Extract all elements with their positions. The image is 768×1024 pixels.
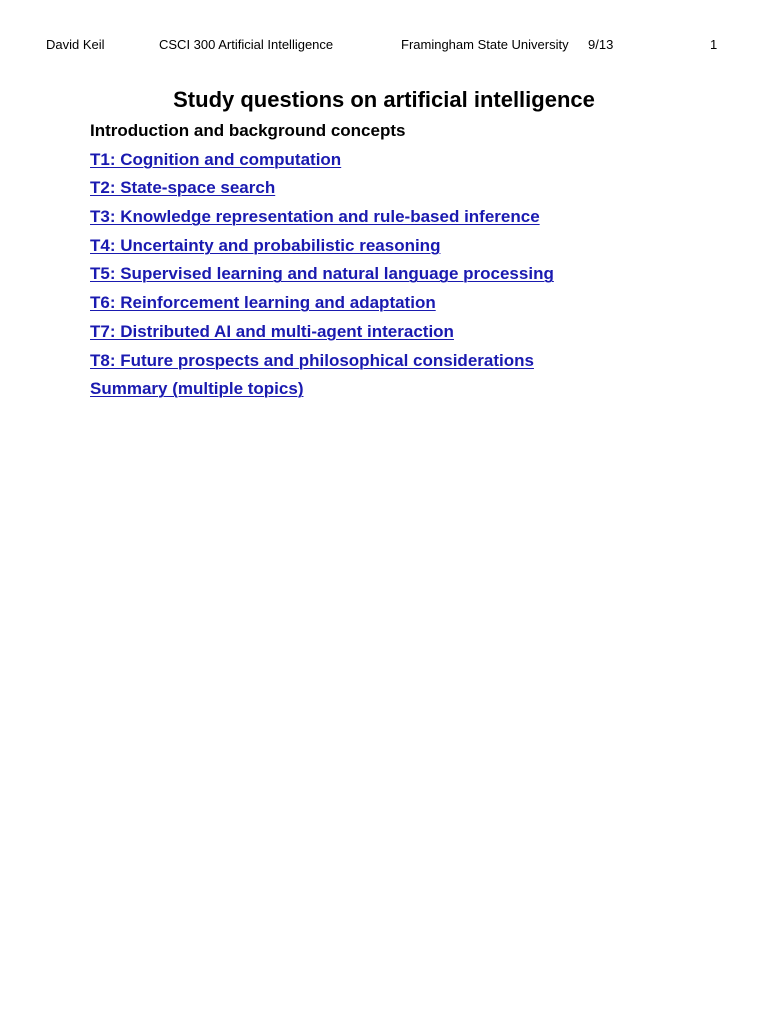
toc-item [90, 206, 554, 235]
toc-item [90, 177, 554, 206]
header-date: 9/13 [588, 37, 614, 52]
toc-link-summary[interactable]: Summary (multiple topics) [90, 379, 304, 399]
toc-link-t8[interactable]: T8: Future prospects and philosophical considerations [90, 350, 534, 370]
toc-item [90, 292, 554, 321]
toc-item [90, 263, 554, 292]
toc-intro-item [90, 120, 554, 149]
toc-link-t4[interactable]: T4: Uncertainty and probabilistic reasoning [90, 235, 441, 255]
toc-link-t3[interactable]: T3: Knowledge representation and rule-based inference [90, 207, 540, 227]
toc-item [90, 378, 554, 407]
toc-link-t5[interactable]: T5: Supervised learning and natural language processing [90, 264, 554, 284]
header-course: CSCI 300 Artificial Intelligence [159, 37, 334, 52]
header-page-number: 1 [710, 37, 718, 52]
toc-link-t1[interactable]: T1: Cognition and computation [90, 149, 342, 169]
page-title: Study questions on artificial intelligence [173, 87, 595, 112]
toc-item [90, 149, 554, 178]
toc-link-t7[interactable]: T7: Distributed AI and multi-agent interaction [90, 321, 454, 341]
toc-intro-label: Introduction and background concepts [90, 121, 406, 140]
toc-item [90, 235, 554, 264]
header-institution: Framingham State University [401, 37, 569, 52]
table-of-contents [90, 120, 554, 407]
toc-item [90, 350, 554, 379]
toc-item [90, 321, 554, 350]
toc-link-t2[interactable]: T2: State-space search [90, 178, 276, 198]
header-author: David Keil [46, 37, 105, 52]
toc-link-t6[interactable]: T6: Reinforcement learning and adaptation [90, 293, 436, 313]
